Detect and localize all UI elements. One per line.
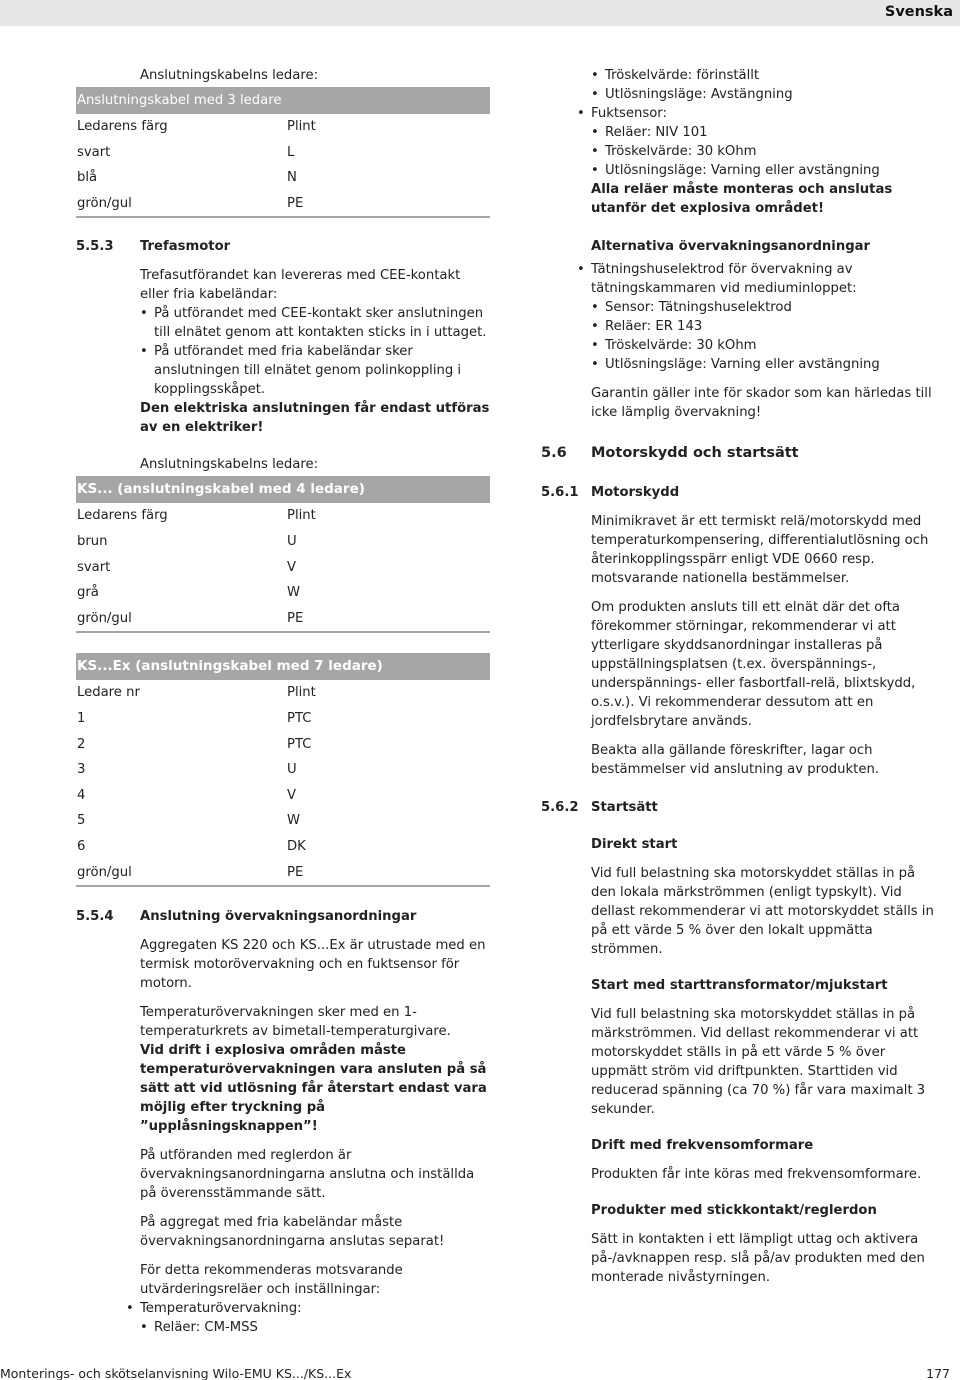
table-cell: U	[287, 762, 297, 778]
table-row	[76, 783, 490, 809]
footer-page-number: 177	[926, 1366, 950, 1380]
relay-settings-list	[541, 66, 941, 104]
table1-col2-header: Plint	[287, 119, 316, 134]
section-number: 5.6.2	[541, 800, 579, 815]
table-cell: grön/gul	[77, 610, 132, 626]
table-cell: V	[287, 559, 297, 575]
sub-bullet-item: • Utlösningsläge: Varning eller avstängning	[591, 355, 941, 374]
table-cell: 1	[77, 710, 86, 726]
bullet-item: • Fuktsensor:	[577, 104, 941, 123]
table1-title: Anslutningskabel med 3 ledare	[76, 87, 490, 114]
language-label: Svenska	[884, 4, 953, 20]
section-number: 5.6.1	[541, 485, 579, 500]
table-cell: PE	[287, 864, 304, 880]
table-cell: V	[287, 787, 297, 803]
section-5-5-3-heading	[76, 237, 490, 256]
left-column	[76, 66, 490, 1337]
sub-bullet-item: • Reläer: ER 143	[591, 317, 941, 336]
warning-text: Den elektriska anslutningen får endast utföras av en elektriker!	[140, 401, 490, 436]
table-cell: 6	[77, 838, 86, 854]
table-row	[76, 706, 490, 732]
warranty-note: Garantin gäller inte för skador som kan härledas till icke lämplig övervakning!	[591, 386, 932, 420]
table-row	[76, 606, 490, 632]
right-column	[541, 66, 941, 1287]
table2-col2-header: Plint	[287, 508, 316, 524]
sub-bullet-item: • Utlösningsläge: Varning eller avstängning	[591, 161, 941, 180]
paragraph: Om produkten ansluts till ett elnät där det ofta förekommer störningar, rekommenderar vi att ytterligare skyddsanordningar installeras på uppställningsplatsen (t.ex. överspännings-, underspännings- eller fasbortfall-relä, blixtskydd, o.s.v.). Vi rekommenderar dessutom att en jordfelsbrytare används.	[591, 600, 916, 729]
section-title: Startsätt	[591, 800, 658, 815]
alt-monitoring-heading: Alternativa övervakningsanordningar	[591, 239, 871, 254]
subheading: Start med starttransformator/mjukstart	[591, 978, 888, 993]
bullet-item: • Tätningshuselektrod för övervakning av tätningskammaren vid mediuminloppet:	[577, 260, 941, 298]
table-cell: 4	[77, 787, 86, 803]
sub-bullet-item: • Tröskelvärde: 30 kOhm	[591, 336, 941, 355]
table-cell: 2	[77, 736, 86, 752]
paragraph: Temperaturövervakningen sker med en 1-temperaturkrets av bimetall-temperaturgivare.	[140, 1005, 451, 1040]
table-row	[76, 860, 490, 886]
sub-bullet-item: • Reläer: CM-MSS	[140, 1318, 490, 1337]
table-row	[76, 165, 490, 191]
table-cell: W	[287, 813, 301, 829]
section-title: Motorskydd och startsätt	[591, 445, 799, 461]
warning-text: Vid drift i explosiva områden måste temperaturövervakningen vara ansluten på så sätt att vid utlösning får återstart endast vara möjlig efter tryckning på ”upplåsningsknappen”!	[140, 1043, 487, 1135]
table-row	[76, 757, 490, 783]
section-5-6-2-heading	[541, 798, 941, 817]
paragraph: För detta rekommenderas motsvarande utvärderingsreläer och inställningar:	[140, 1263, 403, 1298]
table-row	[76, 555, 490, 581]
paragraph: På aggregat med fria kabeländar måste övervakningsanordningarna anslutas separat!	[140, 1215, 445, 1250]
section-5-6-1-heading	[541, 483, 941, 502]
paragraph: Minimikravet är ett termiskt relä/motorskydd med temperaturkompensering, differentialutlösning och återinkopplingsspärr enligt VDE 0660 resp. motsvarande nationella bestämmelser.	[591, 514, 929, 586]
sub-bullet-item: • Utlösningsläge: Avstängning	[591, 85, 941, 104]
table2-title: KS... (anslutningskabel med 4 ledare)	[76, 476, 490, 503]
table2-caption: Anslutningskabelns ledare:	[140, 457, 319, 473]
sub-bullet-item: • Reläer: NIV 101	[591, 123, 941, 142]
table-row	[76, 529, 490, 555]
table-row	[76, 140, 490, 166]
table-row	[76, 808, 490, 834]
sensor-settings-list	[541, 298, 941, 374]
table3-header-row	[76, 680, 490, 706]
table2-col1-header: Ledarens färg	[77, 508, 168, 524]
paragraph: Beakta alla gällande föreskrifter, lagar och bestämmelser vid anslutning av produkten.	[591, 743, 879, 777]
table-cell: W	[287, 585, 301, 601]
bullet-item: • På utförandet med CEE-kontakt sker anslutningen till elnätet genom att kontakten sticks in i uttaget.	[140, 304, 490, 342]
paragraph: Vid full belastning ska motorskyddet ställas in på märkströmmen. Vid dellast rekommenderar vi att motorskyddet ställs in på ett värde 5 % över uppmätt ström vid driftpunkten. Starttiden vid reducerad spänning (ca 70 %) får vara maximalt 3 sekunder.	[591, 1007, 926, 1117]
table-cell: grön/gul	[77, 864, 132, 880]
table1-header-row	[76, 114, 490, 140]
footer-document-title: Monterings- och skötselanvisning Wilo-EMU KS.../KS...Ex	[0, 1366, 352, 1380]
sub-bullet-item: • Tröskelvärde: förinställt	[591, 66, 941, 85]
paragraph: Sätt in kontakten i ett lämpligt uttag och aktivera på-/avknappen resp. slå på/av produkten med den monterade nivåstyrningen.	[591, 1232, 925, 1285]
relay-settings-list	[541, 123, 941, 180]
section-5-5-4-heading	[76, 907, 490, 926]
table-cell: brun	[77, 533, 108, 549]
table-row	[76, 191, 490, 217]
table-row	[76, 732, 490, 758]
table-cell: PTC	[287, 736, 312, 752]
table3-title: KS...Ex (anslutningskabel med 7 ledare)	[76, 653, 490, 680]
table-cell: 3	[77, 762, 86, 778]
paragraph: Produkten får inte köras med frekvensomformare.	[591, 1167, 922, 1182]
table3-col2-header: Plint	[287, 685, 316, 701]
paragraph: Vid full belastning ska motorskyddet ställas in på den lokala märkströmmen (enligt typskylt). Vid dellast rekommenderar vi att motorskyddet ställs in på ett värde 5 % över den lokalt uppmätta strömmen.	[591, 866, 934, 957]
section-title: Motorskydd	[591, 485, 680, 500]
sub-bullet-item: • Tröskelvärde: 30 kOhm	[591, 142, 941, 161]
paragraph: Trefasutförandet kan levereras med CEE-kontakt eller fria kabeländar:	[140, 268, 461, 303]
table-cell: U	[287, 533, 297, 549]
subheading: Drift med frekvensomformare	[591, 1138, 814, 1153]
table-cell: N	[287, 170, 297, 186]
section-5-6-2-body	[541, 835, 941, 1287]
table3-col1-header: Ledare nr	[77, 685, 140, 701]
section-5-5-4-body	[76, 936, 490, 1299]
table-cell: L	[287, 144, 295, 160]
table1-caption: Anslutningskabelns ledare:	[140, 68, 319, 83]
table-cell: grå	[77, 585, 99, 601]
section-5-5-3-body	[76, 266, 490, 437]
section-number: 5.6	[541, 445, 567, 461]
table-cell: PTC	[287, 710, 312, 726]
section-title: Anslutning övervakningsanordningar	[140, 909, 417, 925]
section-number: 5.5.4	[76, 909, 114, 925]
table1-col1-header: Ledarens färg	[77, 119, 168, 134]
section-number: 5.5.3	[76, 239, 114, 255]
subheading: Produkter med stickkontakt/reglerdon	[591, 1203, 877, 1218]
table-cell: grön/gul	[77, 195, 132, 211]
section-5-6-heading	[541, 444, 941, 463]
table-cell: PE	[287, 610, 304, 626]
language-header-bar	[0, 0, 960, 26]
subheading: Direkt start	[591, 837, 678, 852]
section-title: Trefasmotor	[140, 239, 231, 255]
warning-text: Alla reläer måste monteras och anslutas utanför det explosiva området!	[591, 182, 893, 216]
table-row	[76, 580, 490, 606]
table-cell: DK	[287, 838, 306, 854]
paragraph: Aggregaten KS 220 och KS...Ex är utrustade med en termisk motorövervakning och en fuktsensor för motorn.	[140, 938, 486, 992]
section-5-6-1-body	[541, 512, 941, 779]
sub-bullet-item: • Sensor: Tätningshuselektrod	[591, 298, 941, 317]
table-row	[76, 834, 490, 860]
bullet-item: • Temperaturövervakning:	[126, 1299, 490, 1318]
bullet-item: • På utförandet med fria kabeländar sker anslutningen till elnätet genom polinkoppling i kopplingsskåpet.	[140, 342, 490, 399]
table2-header-row	[76, 503, 490, 529]
table-cell: PE	[287, 195, 304, 211]
table-cell: svart	[77, 559, 111, 575]
table-cell: blå	[77, 170, 98, 186]
table-cell: 5	[77, 813, 86, 829]
paragraph: På utföranden med reglerdon är övervakningsanordningarna anslutna och inställda på överensstämmande sätt.	[140, 1148, 475, 1202]
table-cell: svart	[77, 144, 111, 160]
